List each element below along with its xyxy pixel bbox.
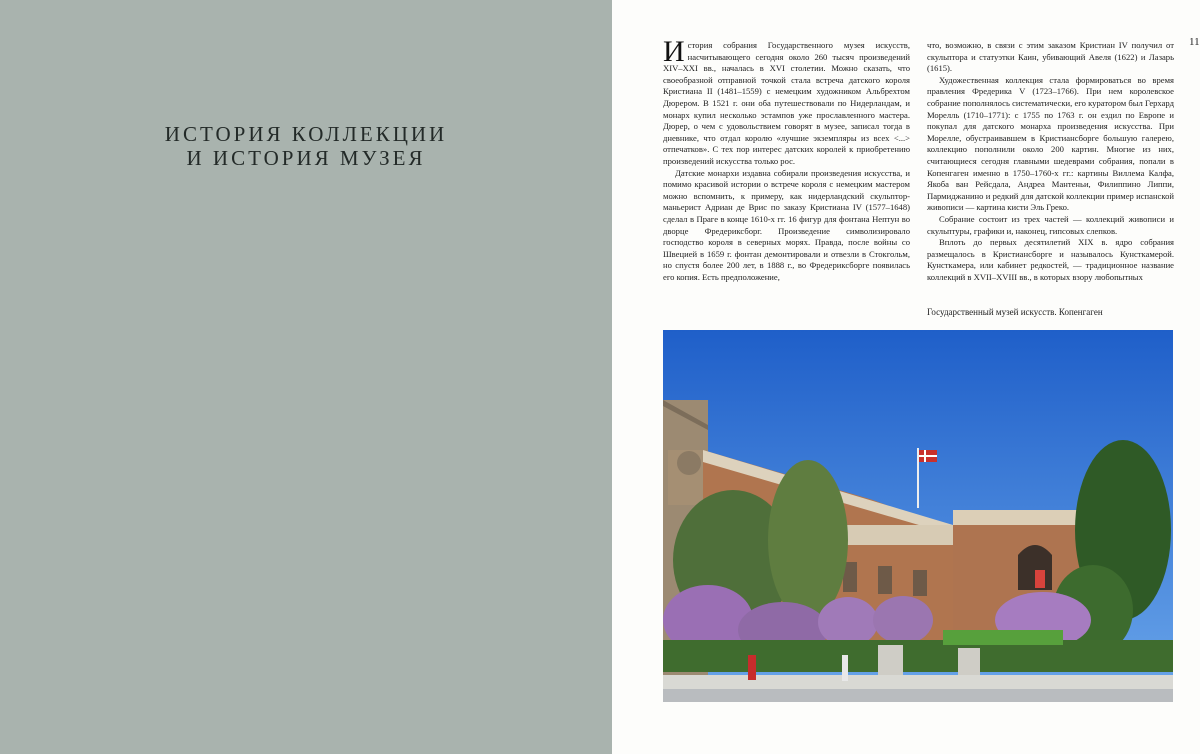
- section-title-line2: И ИСТОРИЯ МУЗЕЯ: [186, 146, 426, 170]
- museum-photo: [663, 330, 1173, 702]
- drop-cap: И: [663, 35, 685, 68]
- paragraph: Датские монархи издавна собирали произведения искусства, и помимо красивой истории о встрече короля с немецким мастером можно вспомнить, к примеру, как нидерландский скульптор-маньерист Адриан де Врис по заказу Кристиана IV (1577–1648) сделал в Праге в конце 1610-х гг. 16 фигур для фонтана Нептун во дворце Фредериксборг. Произведение символизировало господство короля в северных морях. Правда, после войны со Швецией в 1659 г. фонтан демонтировали и отвезли в Стокгольм, но спустя более 200 лет, в 1888 г., во Фредериксборге появилась его копия. Есть предположение,: [663, 167, 910, 282]
- paragraph: Вплоть до первых десятилетий XIX в. ядро собрания размещалось в Кристиансборге и называлось Кунсткамерой. Кунсткамера, или кабинет редкостей, — традиционное название коллекций в XVII–XVIII вв., в которых взору любопытных: [927, 237, 1174, 282]
- text-column-2: [927, 40, 1174, 283]
- paragraph: [663, 35, 910, 168]
- paragraph: Художественная коллекция стала формироваться во время правления Фредерика V (1723–1766). При нем королевское собрание пополнялось систематически, его куратором был Герхард Морелль (1710–1771): с 1755 по 1763 г. он ездил по Европе и покупал для датского монарха произведения искусства. При Морелле, обустраивавшем в Кристиансборге большую галерею, коллекцию пополнили около 200 картин. Многие из них, считающиеся сегодня главными шедеврами собрания, попали в Копенгаген именно в 1750–1760-х гг.: картины Виллема Калфа, Якоба ван Рейсдала, Андреа Мантеньи, Филиппино Липпи, Пармиджанино и редкий для датской коллекции пример испанской живописи — картина кисти Эль Греко.: [927, 74, 1174, 213]
- section-title: [0, 122, 612, 170]
- section-title-line1: ИСТОРИЯ КОЛЛЕКЦИИ: [164, 122, 448, 146]
- paragraph-text: стория собрания Государственного музея искусств, насчитывающего сегодня около 260 тысяч произведений XIV–XXI вв., началась в XVI столетии. Можно сказать, что своеобразной отправной точкой стала встреча датского короля Кристиана II (1481–1559) с немецким художником Альбрехтом Дюрером. В 1521 г. они оба путешествовали по Нидерландам, и монарх купил несколько эстампов уже прославленного мастера. Дюрер, о чем с удовольствием говорят в музее, записал тогда в дневнике, что отдал королю «лучшие экземпляры из всех <...> отпечатков». С тех пор интерес датских королей к приобретению произведений искусства только рос.: [663, 40, 910, 166]
- paragraph: что, возможно, в связи с этим заказом Кристиан IV получил от скульптора и статуэтки Каин, убивающий Авеля (1622) и Лазарь (1615).: [927, 40, 1174, 74]
- photo-caption: Государственный музей искусств. Копенгаген: [927, 307, 1103, 317]
- text-column-1: [663, 35, 910, 283]
- paragraph: Собрание состоит из трех частей — коллекций живописи и скульптуры, графики и, наконец, гипсовых слепков.: [927, 213, 1174, 236]
- page-number: 11: [1189, 36, 1200, 48]
